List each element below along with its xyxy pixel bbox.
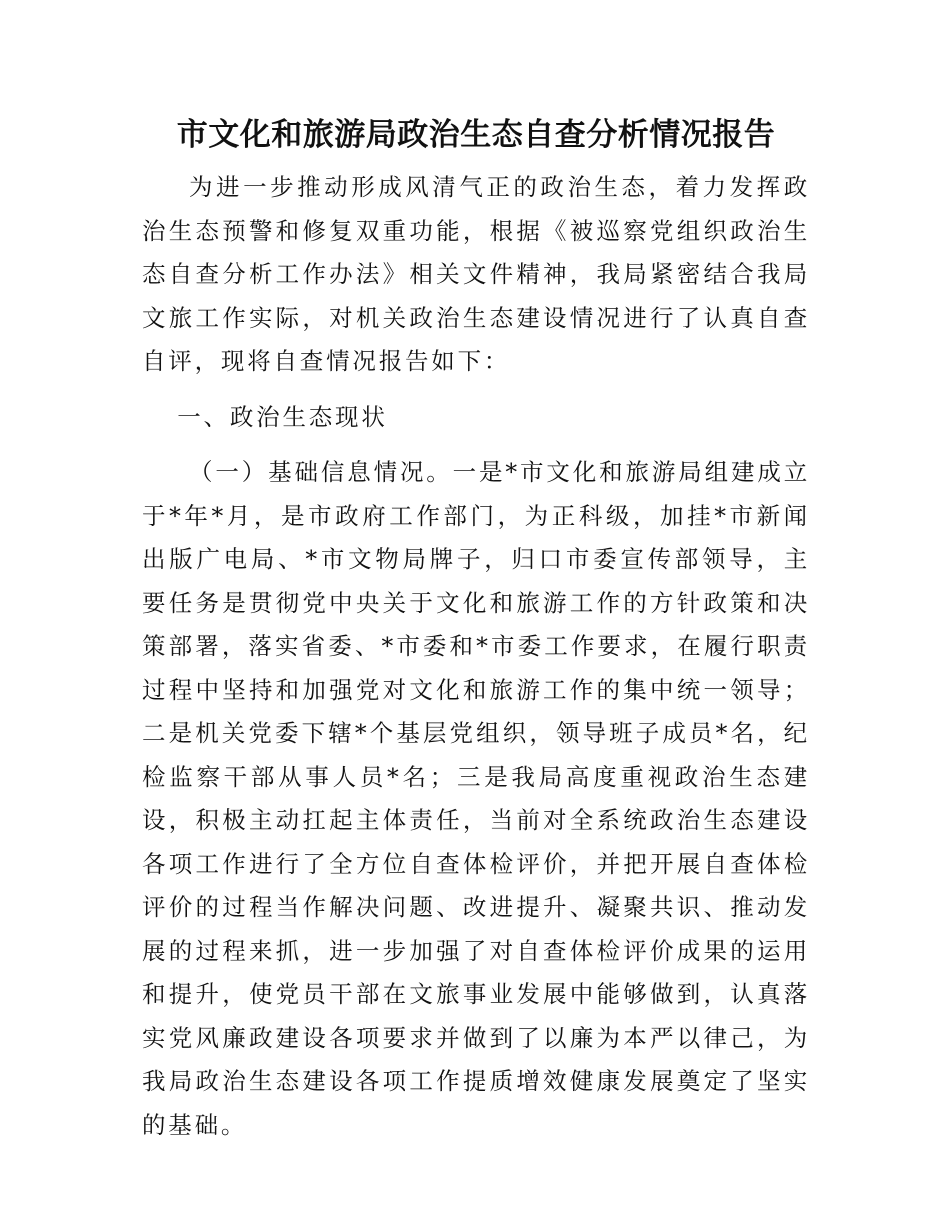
document-title: 市文化和旅游局政治生态自查分析情况报告: [176, 117, 776, 153]
intro-paragraph: 为进一步推动形成风清气正的政治生态，着力发挥政治生态预警和修复双重功能，根据《被巡察党组织政治生态自查分析工作办法》相关文件精神，我局紧密结合我局文旅工作实际，对机关政治生态建设情况进行了认真自查自评，现将自查情况报告如下：: [142, 173, 810, 375]
body-paragraph: （一）基础信息情况。一是*市文化和旅游局组建成立于*年*月，是市政府工作部门，为正科级，加挂*市新闻出版广电局、*市文物局牌子，归口市委宣传部领导，主要任务是贯彻党中央关于文化和旅游工作的方针政策和决策部署，落实省委、*市委和*市委工作要求，在履行职责过程中坚持和加强党对文化和旅游工作的集中统一领导；二是机关党委下辖*个基层党组织，领导班子成员*名，纪检监察干部从事人员*名；三是我局高度重视政治生态建设，积极主动扛起主体责任，当前对全系统政治生态建设各项工作进行了全方位自查体检评价，并把开展自查体检评价的过程当作解决问题、改进提升、凝聚共识、推动发展的过程来抓，进一步加强了对自查体检评价成果的运用和提升，使党员干部在文旅事业发展中能够做到，认真落实党风廉政建设各项要求并做到了以廉为本严以律己，为我局政治生态建设各项工作提质增效健康发展奠定了坚实的基础。: [142, 458, 810, 1139]
section-heading: 一、政治生态现状: [177, 402, 388, 431]
document-page: [142, 112, 810, 1147]
